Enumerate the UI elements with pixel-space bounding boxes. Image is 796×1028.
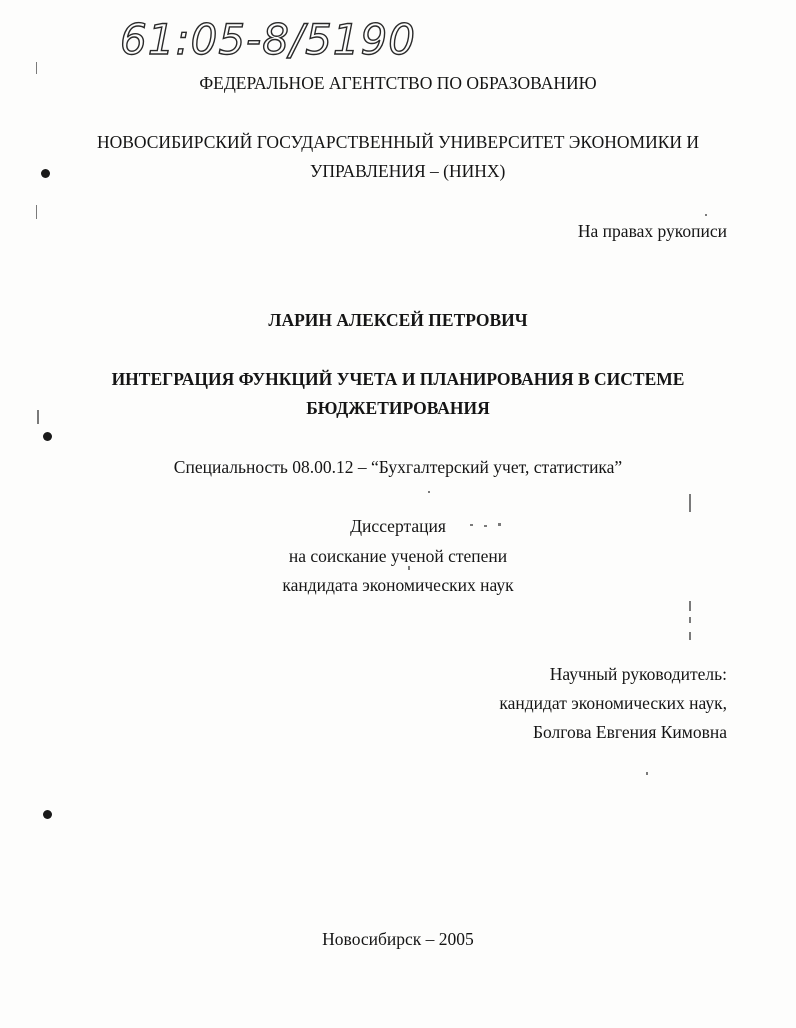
supervisor-name: Болгова Евгения Кимовна — [532, 722, 727, 742]
scan-artifact — [646, 772, 648, 775]
supervisor-degree: кандидат экономических наук, — [499, 693, 727, 713]
university-name-line-2: УПРАВЛЕНИЯ – (НИНХ) — [310, 161, 506, 181]
scan-artifact — [689, 632, 691, 640]
scan-artifact — [36, 62, 37, 74]
place-and-year: Новосибирск – 2005 — [322, 929, 474, 949]
degree-name: кандидата экономических наук — [282, 575, 514, 595]
author-name: ЛАРИН АЛЕКСЕЙ ПЕТРОВИЧ — [268, 310, 528, 330]
university-name-line-1: НОВОСИБИРСКИЙ ГОСУДАРСТВЕННЫЙ УНИВЕРСИТЕТ ЭКОНОМИКИ И — [96, 132, 700, 152]
specialty: Специальность 08.00.12 – “Бухгалтерский учет, статистика” — [173, 457, 623, 477]
scan-artifact — [428, 491, 430, 493]
rights-note: На правах рукописи — [577, 221, 727, 241]
scan-artifact — [498, 523, 501, 526]
agency-name: ФЕДЕРАЛЬНОЕ АГЕНТСТВО ПО ОБРАЗОВАНИЮ — [199, 73, 597, 93]
binding-hole-mark — [43, 432, 52, 441]
scan-artifact — [689, 601, 691, 611]
degree-purpose: на соискание ученой степени — [288, 546, 508, 566]
scan-artifact — [36, 205, 37, 219]
scan-artifact — [37, 410, 39, 424]
scan-artifact — [689, 494, 691, 512]
binding-hole-mark — [41, 169, 50, 178]
dissertation-title-line-1: ИНТЕГРАЦИЯ ФУНКЦИЙ УЧЕТА И ПЛАНИРОВАНИЯ В СИСТЕМЕ — [111, 369, 685, 389]
supervisor-label: Научный руководитель: — [549, 664, 727, 684]
scan-artifact — [705, 214, 707, 216]
scan-artifact — [408, 566, 410, 570]
binding-hole-mark — [43, 810, 52, 819]
scan-artifact — [484, 525, 487, 527]
scan-artifact — [470, 524, 473, 526]
dissertation-type: Диссертация — [350, 516, 446, 536]
scan-artifact — [689, 617, 691, 623]
dissertation-title-line-2: БЮДЖЕТИРОВАНИЯ — [306, 398, 490, 418]
handwritten-catalogue-number — [118, 10, 418, 68]
handwritten-number-text: 61:05-8/5190 — [120, 15, 416, 64]
